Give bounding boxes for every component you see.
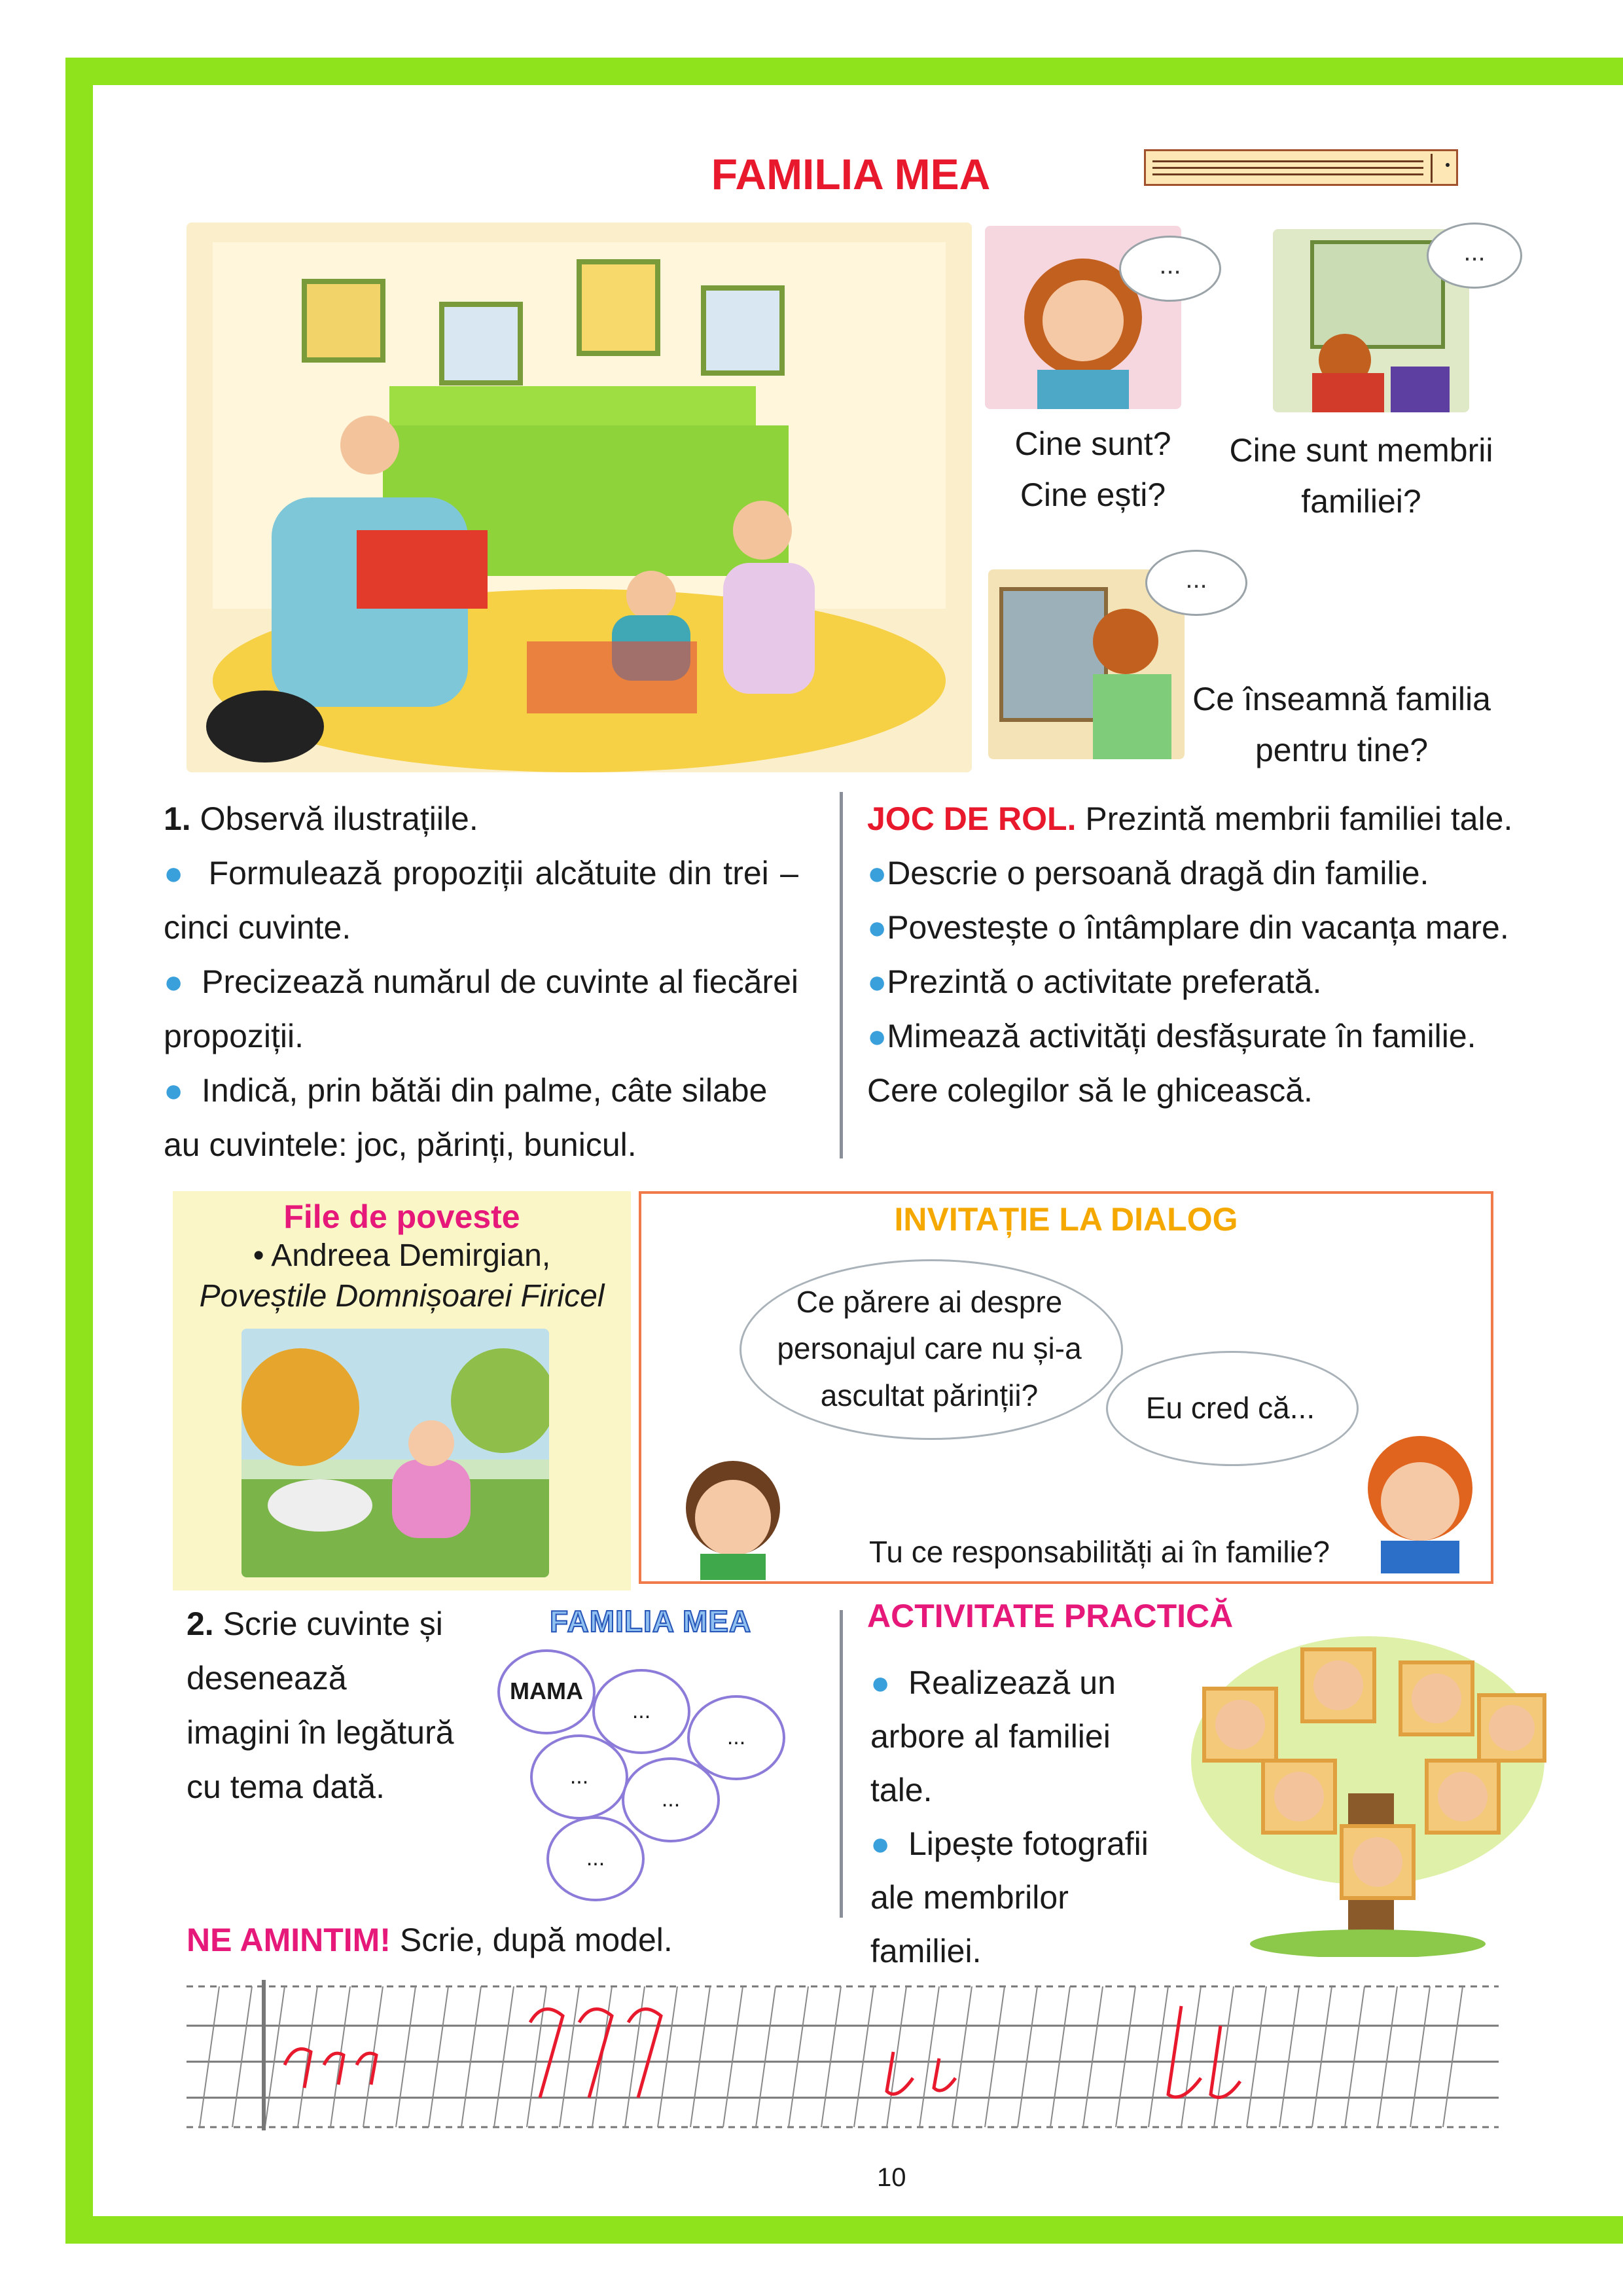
exercise-number: 1. [164,800,191,837]
practical-line: ale membrilor [870,1879,1069,1916]
story-files-heading: File de poveste [283,1198,520,1235]
exercise-bullet: ● Formulează propoziții alcătuite din trei – cinci cuvinte. [164,855,798,946]
practical-line: familiei. [870,1933,982,1969]
role-play-bullet: ●Mimează activități desfășurate în familie. [867,1018,1476,1054]
remember-label: NE AMINTIM! [187,1922,391,1958]
exercise-2-line: cu tema dată. [187,1768,385,1805]
column-divider [840,792,843,1158]
word-circle[interactable]: ... [687,1695,785,1780]
bullet-dot: ● [164,1072,184,1109]
girl-avatar [681,1456,785,1580]
caption-line: pentru tine? [1255,731,1429,768]
exercise-2 [187,1597,501,1814]
word-circle[interactable]: ... [530,1734,628,1820]
story-book-cover-illustration [241,1329,549,1577]
caption-question-1 [995,419,1191,520]
caption-question-2 [1217,425,1505,527]
page-border-bottom [65,2216,1623,2244]
bullet-dot: ● [164,855,186,891]
bullet-dot: ● [867,855,887,891]
word-circle[interactable]: ... [546,1816,645,1901]
word-circle[interactable]: ... [622,1757,720,1842]
role-play-bullet: ●Povestește o întâmplare din vacanța mare. [867,909,1509,946]
practical-line: tale. [870,1772,933,1808]
page-border-top [65,58,1623,85]
exercise-2-line: imagini în legătură [187,1714,454,1751]
dialog-question-2: Tu ce responsabilități ai în familie? [869,1535,1330,1569]
story-files-box [173,1191,631,1590]
word-circle[interactable]: ... [592,1669,690,1754]
exercise-bullet: ● Indică, prin bătăi din palme, câte silabe au cuvintele: joc, părinți, bunicul. [164,1072,768,1163]
exercise-1 [164,792,798,1172]
speech-bubble: ... [1145,550,1247,616]
handwriting-practice-lines[interactable] [187,1980,1499,2130]
dialog-question-1: Ce părere ai despre personajul care nu și-a ascultat părinții? [777,1285,1082,1412]
bullet-dot: ● [870,1825,891,1862]
practical-heading: ACTIVITATE PRACTICĂ [867,1598,1234,1634]
column-divider [840,1610,843,1918]
caption-line: Cine sunt? [1014,425,1171,462]
caption-line: Cine sunt membrii [1229,432,1493,469]
practical-line: arbore al familiei [870,1718,1111,1755]
story-book-title: Poveștile Domnișoarei Firicel [199,1279,605,1314]
remember-instruction: NE AMINTIM! Scrie, după model. [187,1922,673,1958]
family-living-room-illustration [187,223,972,772]
caption-line: Cine ești? [1020,476,1166,513]
exercise-2-line: desenează [187,1660,347,1696]
writing-line [1152,167,1423,169]
exercise-instruction: Observă ilustrațiile. [200,800,478,837]
dialog-answer: Eu cred că... [1145,1391,1315,1425]
exercise-1-intro [164,792,798,846]
exercise-number: 2. [187,1605,214,1642]
role-play-label: JOC DE ROL. [867,800,1077,837]
exercise-bullet: ● Precizează numărul de cuvinte al fiecărei propoziții. [164,963,798,1054]
speech-bubble: ... [1427,223,1522,289]
dialog-invitation-box [639,1191,1493,1584]
story-author: • Andreea Demirgian, [253,1238,551,1273]
practical-line: ● Lipește fotografii [870,1825,1149,1862]
writing-line [1152,173,1423,175]
role-play-bullet: ●Prezintă o activitate preferată. [867,963,1322,1000]
page-border-left [65,58,93,2244]
role-play-section [867,792,1574,1118]
speech-bubble: ... [1119,236,1221,302]
writing-line [1152,160,1423,162]
practical-steps [870,1656,1211,1978]
writing-dot [1446,163,1450,167]
writing-separator [1431,154,1433,183]
practical-line: ● Realizează un [870,1664,1116,1701]
boy-avatar [1361,1429,1479,1573]
caption-line: Ce înseamnă familia [1192,681,1491,717]
bullet-dot: ● [870,1664,891,1701]
bullet-dot: ● [164,963,184,1000]
family-illustration-drawing [187,223,972,772]
exercise-2-line: 2. Scrie cuvinte și [187,1605,443,1642]
caption-question-3 [1185,674,1499,776]
writing-line-box [1144,149,1458,186]
bullet-dot: ● [867,963,887,1000]
role-play-outro: Cere colegilor să le ghicească. [867,1072,1313,1109]
bullet-dot: ● [867,909,887,946]
caption-line: familiei? [1301,482,1421,520]
word-circle[interactable]: MAMA [497,1649,596,1734]
family-tree-illustration [1178,1630,1558,1957]
page-title: FAMILIA MEA [711,150,991,198]
role-play-intro: JOC DE ROL. Prezintă membrii familiei tale. [867,800,1513,837]
role-play-bullet: ●Descrie o persoană dragă din familie. [867,855,1429,891]
word-map-title: FAMILIA MEA [550,1604,752,1638]
page-number: 10 [877,2163,906,2192]
bullet-dot: ● [867,1018,887,1054]
dialog-heading: INVITAȚIE LA DIALOG [894,1201,1238,1238]
